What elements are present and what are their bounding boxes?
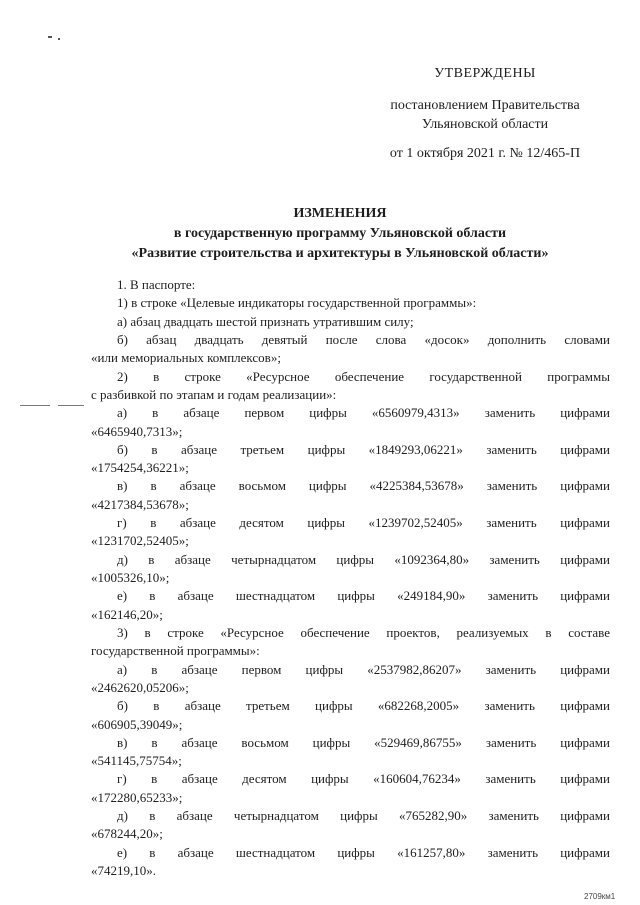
paragraph-line: «172280,65233»;	[91, 790, 183, 805]
program-name: «Развитие строительства и архитектуры в Ульяновской области»	[131, 246, 549, 261]
paragraph-line: «2462620,05206»;	[91, 680, 189, 695]
paragraph-line: «или мемориальных комплексов»;	[91, 350, 281, 365]
paragraph-line: 3) в строке «Ресурсное обеспечение проектов, реализуемых в составе	[117, 625, 610, 640]
paragraph-line: «6465940,7313»;	[91, 424, 183, 439]
paragraph-line: «162146,20»;	[91, 607, 163, 622]
paragraph-line: 1) в строке «Целевые индикаторы государственной программы»:	[117, 295, 477, 310]
paragraph-line: е) в абзаце шестнадцатом цифры «249184,90» заменить цифрами	[117, 588, 610, 603]
approved-heading: УТВЕРЖДЕНЫ	[434, 66, 536, 81]
paragraph-line: б) абзац двадцать девятый после слова «досок» дополнить словами	[117, 332, 610, 347]
paragraph-line: с разбивкой по этапам и годам реализации»:	[91, 387, 337, 402]
paragraph-line: государственной программы»:	[91, 643, 260, 658]
paragraph-line: «1231702,52405»;	[91, 533, 189, 548]
section-heading: 1. В паспорте:	[117, 277, 196, 292]
paragraph-line: «678244,20»;	[91, 826, 163, 841]
paragraph-line: в) в абзаце восьмом цифры «4225384,53678» заменить цифрами	[117, 478, 610, 493]
approved-by-line: постановлением Правительства	[390, 98, 580, 113]
resolution-date-number: от 1 октября 2021 г. № 12/465-П	[389, 146, 581, 161]
paragraph-line: е) в абзаце шестнадцатом цифры «161257,80» заменить цифрами	[117, 845, 610, 860]
paragraph-line: а) в абзаце первом цифры «2537982,86207» заменить цифрами	[117, 662, 610, 677]
paragraph-line: в) в абзаце восьмом цифры «529469,86755» заменить цифрами	[117, 735, 610, 750]
paragraph-line: г) в абзаце десятом цифры «1239702,52405» заменить цифрами	[117, 515, 610, 530]
paragraph-line: 2) в строке «Ресурсное обеспечение государственной программы	[117, 369, 610, 384]
paragraph-line: «1005326,10»;	[91, 570, 170, 585]
paragraph-line: «74219,10».	[91, 863, 156, 878]
paragraph-line: а) абзац двадцать шестой признать утратившим силу;	[117, 314, 414, 329]
document-title: ИЗМЕНЕНИЯ	[293, 206, 387, 221]
paragraph-line: «541145,75754»;	[91, 753, 182, 768]
paragraph-line: д) в абзаце четырнадцатом цифры «1092364,80» заменить цифрами	[117, 552, 610, 567]
scan-dash-mark	[20, 405, 50, 406]
paragraph-line: б) в абзаце третьем цифры «682268,2005» заменить цифрами	[117, 698, 610, 713]
paragraph-line: а) в абзаце первом цифры «6560979,4313» заменить цифрами	[117, 405, 610, 420]
paragraph-line: д) в абзаце четырнадцатом цифры «765282,90» заменить цифрами	[117, 808, 610, 823]
paragraph-line: б) в абзаце третьем цифры «1849293,06221» заменить цифрами	[117, 442, 610, 457]
footer-stamp: 2709км1	[584, 892, 616, 901]
approved-by-line: Ульяновской области	[421, 117, 549, 132]
paragraph-line: «4217384,53678»;	[91, 497, 189, 512]
scan-speck	[58, 38, 60, 40]
paragraph-line: г) в абзаце десятом цифры «160604,76234» заменить цифрами	[117, 771, 610, 786]
paragraph-line: «606905,39049»;	[91, 717, 183, 732]
approved-by	[360, 96, 610, 134]
scan-dash-mark	[58, 405, 84, 406]
document-subtitle: в государственную программу Ульяновской области	[173, 226, 507, 241]
paragraph-line: «1754254,36221»;	[91, 460, 189, 475]
scan-speck	[48, 36, 52, 38]
